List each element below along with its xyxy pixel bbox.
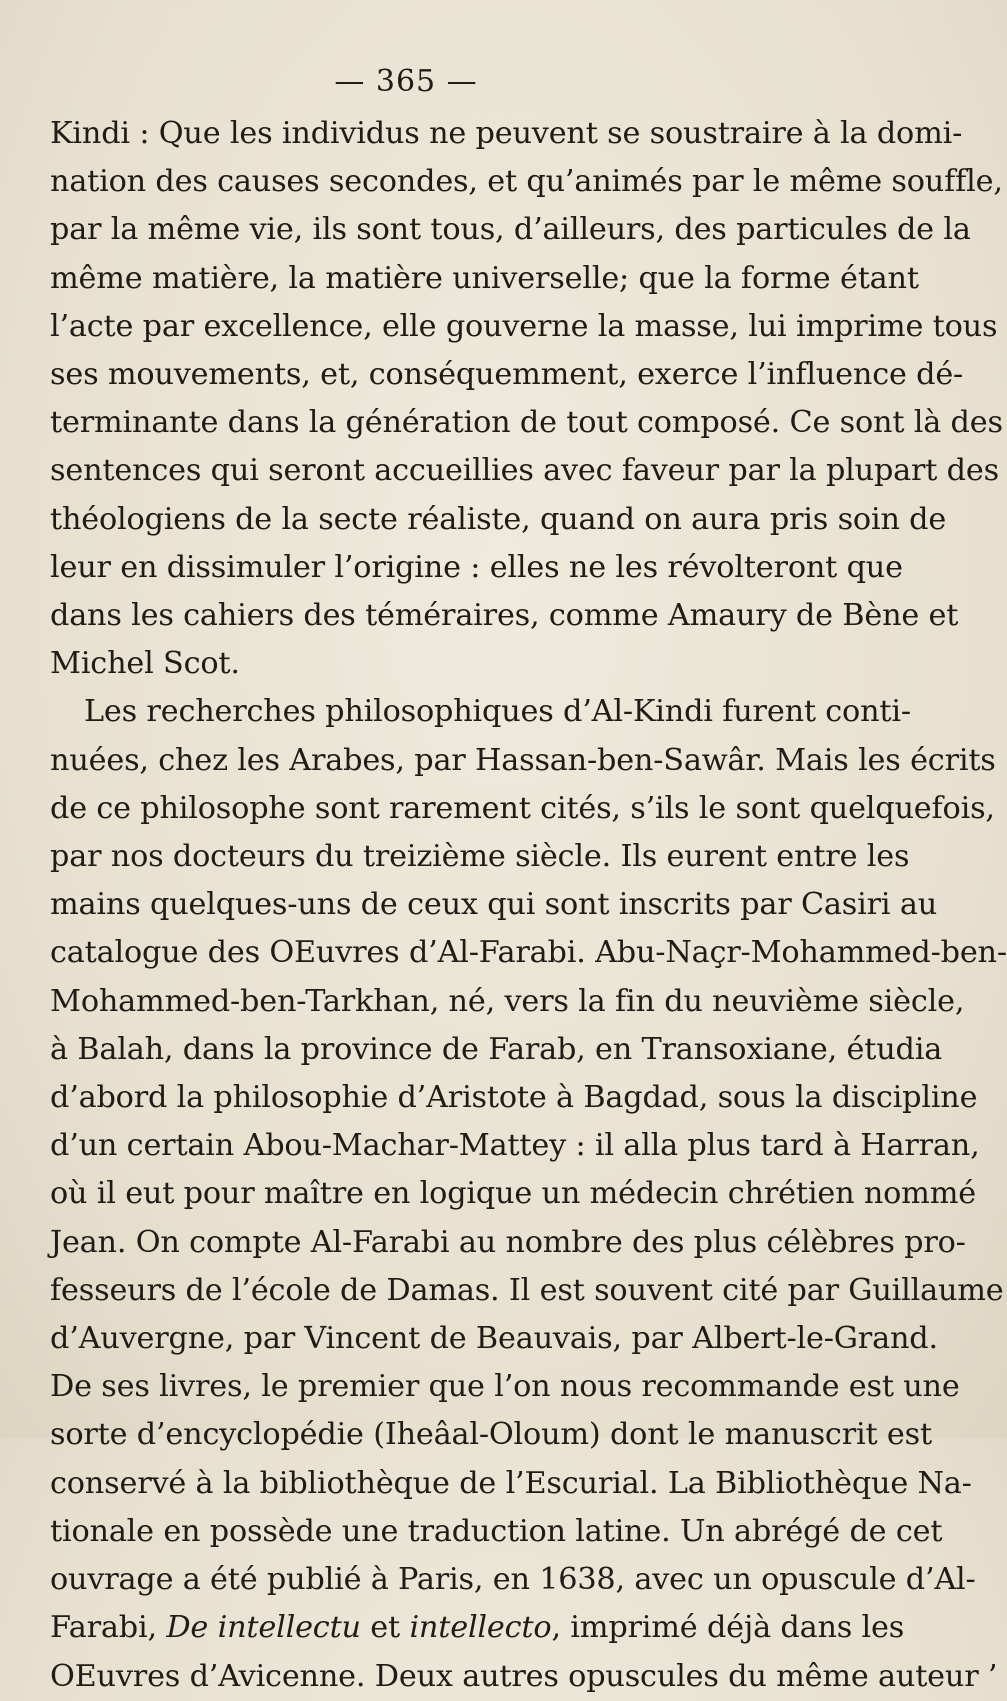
text-line: même matière, la matière universelle; que la forme étant — [50, 260, 919, 296]
text-line: conservé à la bibliothèque de l’Escurial. La Bibliothèque Na- — [50, 1465, 972, 1501]
text-line: fesseurs de l’école de Damas. Il est souvent cité par Guillaume — [50, 1272, 1004, 1308]
text-line: où il eut pour maître en logique un médecin chrétien nommé — [50, 1176, 976, 1212]
text-line: OEuvres d’Avicenne. Deux autres opuscules du même auteur ’ — [50, 1658, 998, 1694]
text-line: Michel Scot. — [50, 646, 240, 682]
text-line: mains quelques-uns de ceux qui sont inscrits par Casiri au — [50, 887, 938, 923]
text-line: nuées, chez les Arabes, par Hassan-ben-Sawâr. Mais les écrits — [50, 742, 996, 778]
text-line: de ce philosophe sont rarement cités, s’ils le sont quelquefois, — [50, 790, 995, 826]
text-line: nation des causes secondes, et qu’animés par le même souffle, — [50, 164, 1003, 200]
text-line: Kindi : Que les individus ne peuvent se soustraire à la domi- — [50, 116, 963, 151]
text-line: leur en dissimuler l’origine : elles ne les révolteront que — [50, 549, 903, 585]
paragraph-1 — [50, 110, 1003, 688]
text-line: Les recherches philosophiques d’Al-Kindi furent conti- — [84, 694, 911, 730]
text-fragment: Farabi, — [50, 1610, 167, 1646]
work-title: intellecto — [409, 1610, 552, 1646]
book-page — [50, 58, 1007, 1701]
text-line: d’abord la philosophie d’Aristote à Bagdad, sous la discipline — [50, 1080, 978, 1116]
text-line: Mohammed-ben-Tarkhan, né, vers la fin du neuvième siècle, — [50, 983, 965, 1019]
text-line: tionale en possède une traduction latine. Un abrégé de cet — [50, 1513, 943, 1549]
text-line: sentences qui seront accueillies avec faveur par la plupart des — [50, 453, 999, 489]
text-line: dans les cahiers des téméraires, comme Amaury de Bène et — [50, 598, 959, 634]
page-number: — 365 — — [334, 64, 478, 99]
text-line: ses mouvements, et, conséquemment, exerce l’influence dé- — [50, 357, 964, 393]
text-line: ouvrage a été publié à Paris, en 1638, avec un opuscule d’Al- — [50, 1562, 976, 1598]
text-line: catalogue des OEuvres d’Al-Farabi. Abu-Naçr-Mohammed-ben- — [50, 935, 1007, 971]
work-title: De intellectu — [166, 1610, 361, 1646]
text-line-with-titles — [50, 1604, 905, 1652]
text-line: Jean. On compte Al-Farabi au nombre des plus célèbres pro- — [50, 1224, 966, 1260]
text-line: De ses livres, le premier que l’on nous recommande est une — [50, 1369, 960, 1405]
text-line: théologiens de la secte réaliste, quand on aura pris soin de — [50, 501, 947, 537]
paragraph-2 — [50, 688, 1007, 1700]
text-line: par la même vie, ils sont tous, d’ailleurs, des particules de la — [50, 212, 971, 248]
text-line: terminante dans la génération de tout composé. Ce sont là des — [50, 405, 1003, 441]
text-line: d’Auvergne, par Vincent de Beauvais, par Albert-le-Grand. — [50, 1321, 938, 1357]
text-line: l’acte par excellence, elle gouverne la masse, lui imprime tous — [50, 308, 998, 344]
text-fragment: et — [360, 1610, 410, 1646]
text-line: d’un certain Abou-Machar-Mattey : il alla plus tard à Harran, — [50, 1128, 980, 1164]
text-fragment: , imprimé déjà dans les — [551, 1610, 905, 1646]
text-line: à Balah, dans la province de Farab, en Transoxiane, étudia — [50, 1031, 943, 1067]
text-line: sorte d’encyclopédie (Iheâal-Oloum) dont le manuscrit est — [50, 1417, 932, 1453]
text-line: par nos docteurs du treizième siècle. Ils eurent entre les — [50, 839, 910, 875]
